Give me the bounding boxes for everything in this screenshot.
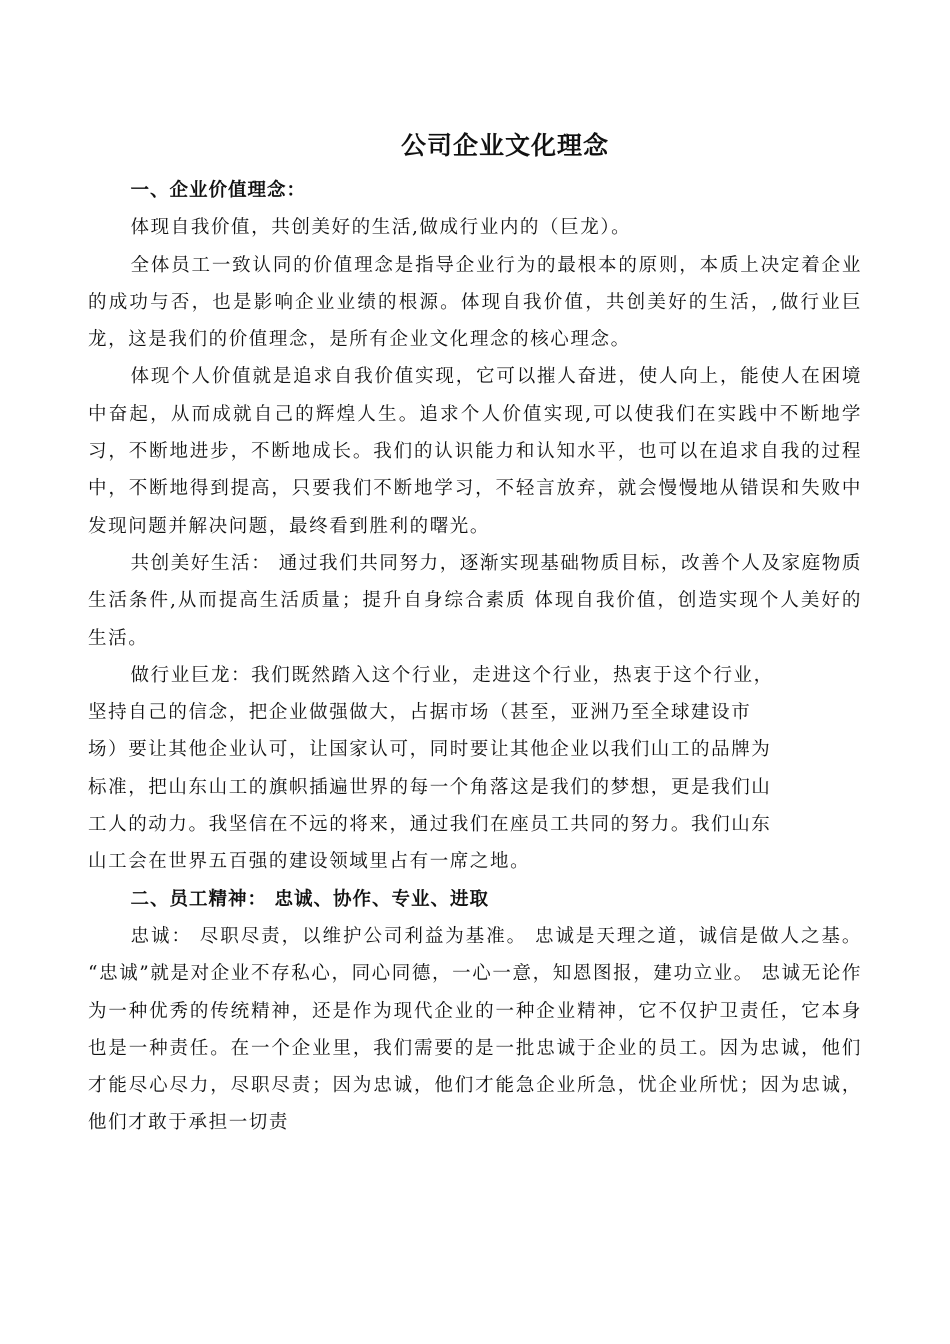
paragraph-industry-leader-line: 场）要让其他企业认可，让国家认可，同时要让其他企业以我们山工的品牌为 bbox=[88, 739, 772, 761]
section-heading-values: 一、企业价值理念： bbox=[130, 180, 307, 201]
section-heading-spirit: 二、员工精神： 忠诚、协作、专业、进取 bbox=[130, 888, 489, 910]
paragraph-values-statement: 体现自我价值，共创美好的生活,做成行业内的（巨龙）。 bbox=[130, 217, 632, 239]
paragraph-better-life: 共创美好生活： 通过我们共同努力，逐渐实现基础物质目标，改善个人及家庭物质生活条件,从而提高生活质量；提升自身综合素质 体现自我价值，创造实现个人美好的生活。 bbox=[88, 552, 862, 649]
document-body bbox=[88, 172, 862, 1142]
paragraph-loyalty: 忠诚： 尽职尽责，以维护公司利益为基准。 忠诚是天理之道，诚信是做人之基。 “忠诚”就是对企业不存私心，同心同德，一心一意，知恩图报，建功立业。 忠诚无论作为一种优秀的传统精神，还是作为现代企业的一种企业精神，它不仅护卫责任，它本身也是一种责任。在一个企业里，我们需要的是一批忠诚于企业的员工。因为忠诚，他们才能尽心尽力，尽职尽责；因为忠诚，他们才能急企业所急，忧企业所忧；因为忠诚，他们才敢于承担一切责 bbox=[88, 925, 862, 1134]
paragraph-industry-leader-line: 工人的动力。我坚信在不远的将来，通过我们在座员工共同的努力。我们山东 bbox=[88, 814, 772, 836]
paragraph-industry-leader-line: 坚持自己的信念，把企业做强做大，占据市场（甚至，亚洲乃至全球建设市 bbox=[88, 702, 752, 724]
document-title: 公司企业文化理念 bbox=[400, 131, 609, 160]
paragraph-personal-value: 体现个人价值就是追求自我价值实现，它可以摧人奋进，使人向上，能使人在困境中奋起，从而成就自己的辉煌人生。追求个人价值实现,可以使我们在实践中不断地学习，不断地进步，不断地成长。我们的认识能力和认知水平，也可以在追求自我的过程中，不断地得到提高，只要我们不断地学习，不轻言放弃，就会慢慢地从错误和失败中发现问题并解决问题，最终看到胜利的曙光。 bbox=[88, 366, 862, 537]
paragraph-industry-leader-line: 做行业巨龙：我们既然踏入这个行业，走进这个行业，热衷于这个行业， bbox=[130, 664, 774, 686]
paragraph-values-explanation: 全体员工一致认同的价值理念是指导企业行为的最根本的原则，本质上决定着企业的成功与否，也是影响企业业绩的根源。体现自我价值，共创美好的生活，,做行业巨龙，这是我们的价值理念，是所有企业文化理念的核心理念。 bbox=[88, 254, 862, 351]
paragraph-industry-leader-line: 山工会在世界五百强的建设领域里占有一席之地。 bbox=[88, 851, 531, 873]
paragraph-industry-leader-line: 标准，把山东山工的旗帜插遍世界的每一个角落这是我们的梦想，更是我们山 bbox=[88, 776, 772, 798]
